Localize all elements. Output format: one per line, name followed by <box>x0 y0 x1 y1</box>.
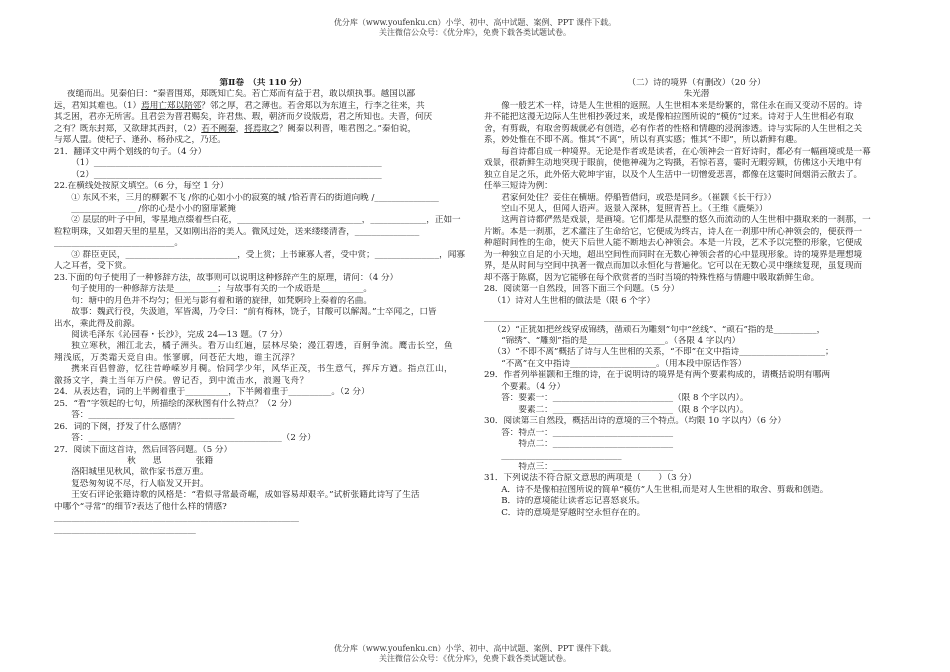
article-line: 戏景，很新鲜生动地突现于眼前，使他神魂为之钩摄，若惊若喜，霎时无暇旁顾，仿佛这小天地中有 <box>484 158 863 169</box>
section-title: 第Ⅱ卷 （共 110 分） <box>219 78 307 88</box>
question-line: 中哪个“寻常”的细节?表达了他什么样的情感? <box>54 501 227 512</box>
answer-blank[interactable]: （2）___________________________________________________________________ <box>71 169 382 180</box>
question-24[interactable]: 24．从表达看，词的上半阙着重于__________，下半阙着重于__________。（2 分） <box>54 387 370 398</box>
article-line: 为一种独立自足的小天地，超出空间性而同时在无数心神领会者的心中显现形象。诗的境界是理想境 <box>484 249 863 260</box>
question-23: 23.下面的句子使用了一种修辞方法，故事则可以说明这种修辞产生的原理，请问：（4 分） <box>54 272 399 283</box>
header-line-2: 关注微信公众号：《优分库》，免费下载各类试题试卷。 <box>379 28 571 37</box>
passage-line: 其乏困，君亦无所害。且君尝为晋君赐矣，许君焦、瑕，朝济而夕设版焉，君之所知也。夫晋，何厌 <box>54 112 433 123</box>
question-25: 25．“看”字领起的七句，所描绘的深秋图有什么特点？（2 分） <box>54 398 297 409</box>
question-line[interactable]: 句子使用的一种修辞方法是__________；与故事有关的一个成语是__________。 <box>71 284 372 295</box>
header-line-1: 优分库（www.youfenku.cn）小学、初中、高中试题、案例、PPT 课件下载。 <box>333 18 617 27</box>
question-line: （1）诗对人生世相的做法是（限 6 个字） <box>492 295 656 306</box>
question-27: 27．阅读下面这首诗，然后回答问题。（5 分） <box>54 444 233 455</box>
answer-blank[interactable]: 答：特点一：____________________________ <box>501 427 674 438</box>
page-footer <box>0 644 950 664</box>
underlined-sentence-2b: 将焉取之 <box>244 123 279 134</box>
left-column <box>54 78 472 536</box>
poem-line: 携来百侣曾游，忆往昔峥嵘岁月稠。恰同学少年，风华正茂，书生意气，挥斥方遒。指点江山， <box>71 364 454 375</box>
question-31[interactable]: 31．下列说法不符合原文意思的两项是（ ）（3 分） <box>484 473 697 484</box>
question-21: 21．翻译文中两个划线的句子。（4 分） <box>54 146 207 157</box>
question-30: 30．阅读第三自然段，概括出诗的意境的三个特点。（均限 10 字以内）（6 分） <box>484 416 786 427</box>
answer-blank[interactable]: 特点三：____________________________ <box>518 461 674 472</box>
option-a[interactable]: A．诗不是像柏拉图所说的简单“模仿”人生世相,而是对人生世相的取舍、剪裁和创造。 <box>501 484 829 495</box>
question-line: 人之耳者，受下赏。 <box>54 261 132 272</box>
article-line: 界，是从时间与空间中执著一微点而加以永恒化与普遍化。它可以在无数心灵中继续复现，虽复现而 <box>484 261 863 272</box>
question-line[interactable]: （2）“正犹如把丝线穿成锦绣，凿顽石为雕刻”句中“丝线”、“顽石”指的是__________， <box>492 324 826 335</box>
question-24-intro: 阅读毛泽东《沁园春・长沙》，完成 24—13 题。（7 分） <box>71 329 288 340</box>
question-line[interactable]: ② 层层的叶子中间，零星地点缀着些白花，_____________________________，_____________，正如一 <box>71 215 461 226</box>
right-column <box>484 78 909 519</box>
question-28: 28．阅读第一自然段，回答下面三个问题。（5 分） <box>484 284 680 295</box>
quoted-poem: 君家何处住？妾住在横塘。停船暂借问，或恐是同乡。（崔颢《长干行》） <box>501 192 777 203</box>
article-line: 片断。本是一刹那，艺术灌注了生命给它，它便成为终古，诗人在一刹那中所心神领会的，便获得一 <box>484 226 863 237</box>
question-line[interactable]: _______________ /你的心是小小的窗扉紧掩 <box>71 203 236 214</box>
question-22: 22.在横线处按原文填空。（6 分，每空 1 分） <box>54 181 229 192</box>
answer-blank[interactable]: 特点二：____________________________ <box>518 439 674 450</box>
question-line[interactable]: ① 东风不来，三月的柳絮不飞 /你的心如小小的寂寞的城 /恰若青石的街道向晚 /_______________ <box>71 192 439 203</box>
question-line: 个要素。（4 分） <box>501 381 566 392</box>
article-line: 却不落于陈腐，因为它能够在每个欣赏者的当时当境的特殊性格与情趣中吸取新鲜生命。 <box>484 272 820 283</box>
article-line: 系，妙处惟在不即不离。惟其“不离”，所以有真实感；惟其“不即”，所以新鲜有趣。 <box>484 135 803 146</box>
answer-blank[interactable]: （1）___________________________________________________________________ <box>71 158 382 169</box>
article-author: 朱光潜 <box>683 89 710 100</box>
question-line[interactable]: “锦绣”、“雕刻”指的是__________________。（各限 4 字以内） <box>501 335 741 346</box>
question-line[interactable]: ____________________________。 <box>54 238 183 249</box>
article-line: 舍，有剪裁，有取舍剪裁就必有创造，必有作者的性格和情趣的浸润渗透。诗与实际的人生世相之关 <box>484 123 863 134</box>
footer-line-2: 关注微信公众号：《优分库》，免费下载各类试题试卷。 <box>379 654 571 663</box>
page-header <box>0 18 950 38</box>
passage-line: 远，君知其难也。（1）焉用亡郑以陪邻？邻之厚，君之薄也。若舍郑以为东道主，行李之往来，共 <box>54 100 425 111</box>
article-line: 这两首诗都俨然是戏景，是画境。它们都是从混整的悠久而流动的人生世相中摄取来的一刹那，一 <box>501 215 871 226</box>
article-line: 并不能把这漫无边际人生世相抄袭过来，或是像柏拉图所说的“模仿”过来。诗对于人生世相必有取 <box>484 112 854 123</box>
section-title: （二）诗的境界（有删改）（20 分） <box>627 78 766 88</box>
question-line: 出水，乘此得及前源。 <box>54 318 140 329</box>
answer-blank[interactable]: 答：_____________________________________________（2 分） <box>71 433 316 444</box>
answer-blank[interactable]: ____________________________ <box>501 450 622 461</box>
poem-line: 洛阳城里见秋风，欲作家书意万重。 <box>71 467 209 478</box>
quoted-poem: 空山不见人，但闻人语声。返景入深林，复照青苔上。（王维《鹿柴》） <box>501 203 768 214</box>
poem-title: 秋 思 张籍 <box>127 455 214 466</box>
poem-line: 独立寒秋，湘江北去，橘子洲头。看万山红遍，层林尽染；漫江碧透，百舸争流。鹰击长空，鱼 <box>71 341 454 352</box>
article-line: 任举三短诗为例： <box>484 181 553 192</box>
question-line: 故事：魏武行役，失汲道，军皆渴，乃令曰：“前有梅林，饶子，甘酸可以解渴。”士卒闻之，口皆 <box>71 307 437 318</box>
poem-line: 翔浅底，万类霜天竞自由。怅寥廓，问苍茫大地，谁主沉浮？ <box>54 352 300 363</box>
answer-blank[interactable]: _______________________________________ <box>484 313 652 324</box>
question-line[interactable]: “不离”在文中指诗____________________。（用本段中原话作答） <box>501 358 747 369</box>
underlined-sentence-2: 若不阙秦 <box>201 123 236 134</box>
article-line: 独立自足之乐，此外偌大乾坤宇宙，以及个人生活中一切憎爱悲喜，都像在这霎时间烟消云散去了。 <box>484 169 863 180</box>
article-line: 像一般艺术一样，诗是人生世相的返照。人生世相本来是纷繁的，常住永在而又变动不居的。诗 <box>501 100 863 111</box>
question-29: 29．作者列举崔颢和王维的诗，在于说明诗的境界是有两个要素构成的，请概括说明有哪两 <box>484 370 831 381</box>
question-line: 句：塘中的月色并不均匀；但光与影有着和谐的旋律，如梵婀玲上奏着的名曲。 <box>71 295 372 306</box>
poem-line: 激扬文字，粪土当年万户侯。曾记否，到中流击水，浪遏飞舟？ <box>54 375 309 386</box>
article-line: 每首诗都自成一种境界。无论是作者或是读者，在心领神会一首好诗时，都必有一幅画境或是一幕 <box>501 146 871 157</box>
poem-line: 复恐匆匆说不尽，行人临发又开封。 <box>71 478 209 489</box>
option-b[interactable]: B．诗的意境能让读者忘记喜怒哀乐。 <box>501 496 646 507</box>
answer-blank[interactable]: 答：要素一：____________________________（限 8 个字以内）。 <box>501 393 749 404</box>
question-26: 26．词的下阕，抒发了什么感情？ <box>54 421 186 432</box>
question-line[interactable]: （3）“不即不离”概括了诗与人生世相的关系，“不即”在文中指诗____________________； <box>492 347 834 358</box>
question-line[interactable]: 粒粒明珠，又如碧天里的星星，又如刚出浴的美人。微风过处，送来缕缕清香，_______________ <box>54 226 420 237</box>
option-c[interactable]: C．诗的意境是穿越时空永恒存在的。 <box>501 507 646 518</box>
question-line[interactable]: ③ 群臣吏民，__________________________，受上赏；上书谏寡人者，受中赏；_______________，闻寡 <box>71 249 465 260</box>
footer-line-1: 优分库（www.youfenku.cn）小学、初中、高中试题、案例、PPT 课件下载。 <box>333 644 617 653</box>
passage-line: 与郑人盟。使杞子、逢孙、杨孙戍之，乃还。 <box>54 135 226 146</box>
answer-blank[interactable]: _________________________________ <box>54 524 196 535</box>
passage-line: 夜缒而出。见秦伯曰：“秦晋围郑，郑既知亡矣。若亡郑而有益于君，敢以烦执事。越国以鄙 <box>66 89 416 100</box>
passage-line: 之有？既东封郑，又欲肆其西封，（2）若不阙秦，将焉取之？阙秦以利晋，唯君图之。”秦伯说， <box>54 123 417 134</box>
article-line: 种超时间性的生命，使天下后世人能不断地去心神领会。本是一片段，艺术予以完整的形象，它便成 <box>484 238 863 249</box>
answer-blank[interactable]: 要素二：____________________________（限 8 个字以内）。 <box>518 404 749 415</box>
underlined-sentence-1: 焉用亡郑以陪邻 <box>141 100 202 111</box>
question-line: 王安石评论张籍诗歌的风格是：“看似寻常最奇崛，成如容易却艰辛。”试析张籍此诗写了生活 <box>71 490 420 501</box>
answer-blank[interactable]: _________________________________________________________ <box>54 513 299 524</box>
answer-blank[interactable]: 答：__________________________________ <box>71 410 235 421</box>
